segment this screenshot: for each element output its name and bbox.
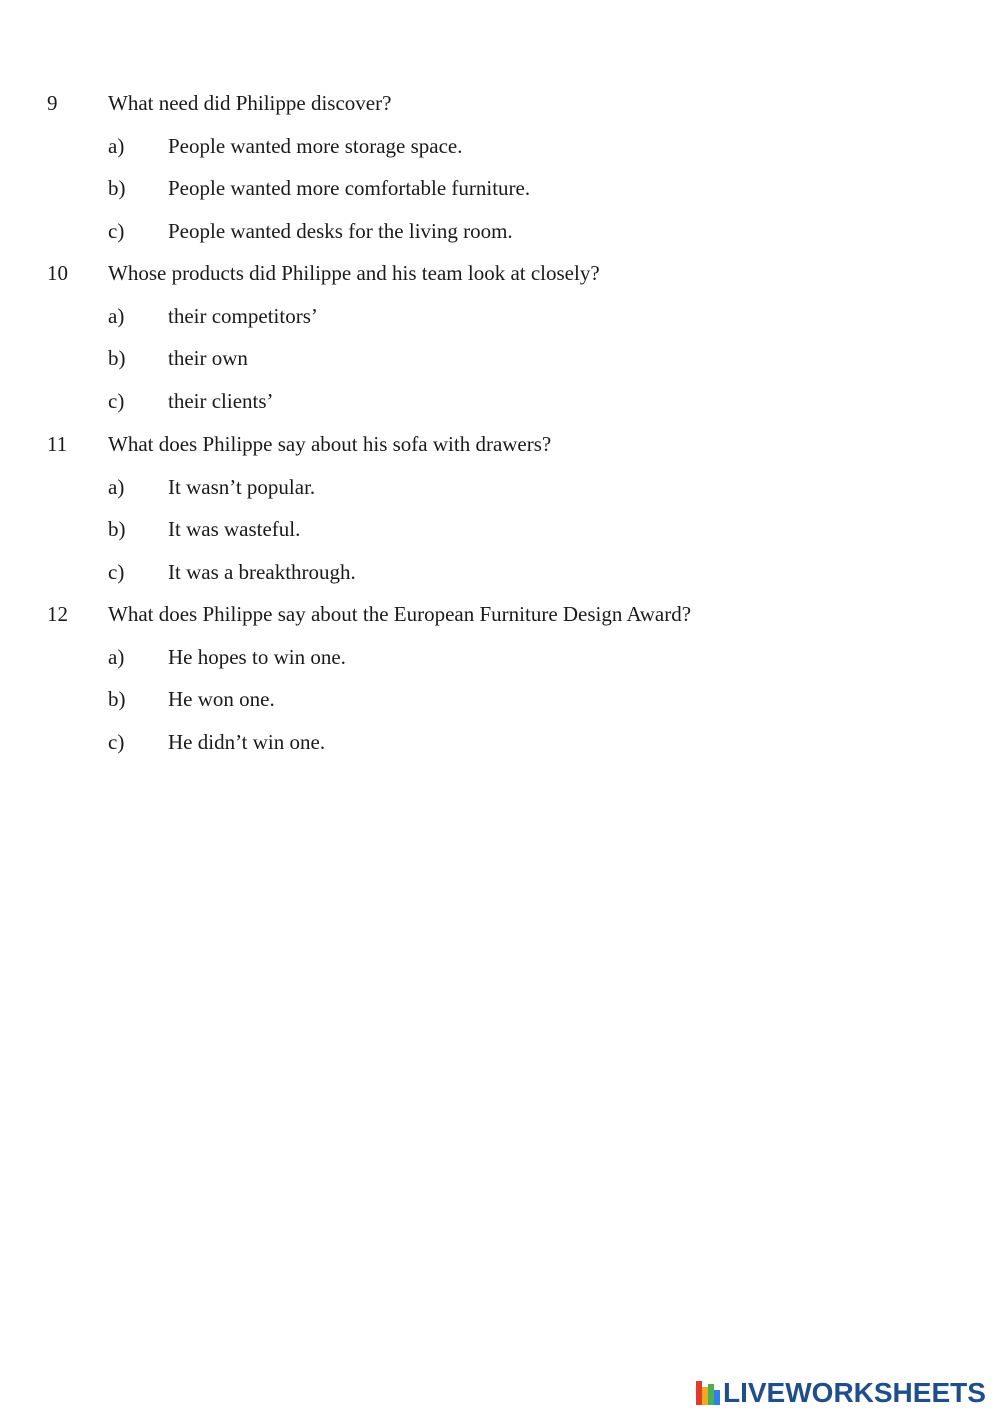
question-text: What does Philippe say about the European Furniture Design Award? (108, 602, 692, 626)
option-9c[interactable] (0, 211, 1000, 251)
option-text: their own (168, 346, 248, 370)
option-12a[interactable] (0, 637, 1000, 677)
logo-block-blue (714, 1390, 720, 1405)
question-11 (0, 424, 1000, 464)
question-number: 12 (47, 602, 68, 626)
option-label: c) (108, 389, 125, 413)
option-12b[interactable] (0, 679, 1000, 719)
option-11c[interactable] (0, 552, 1000, 592)
question-9 (0, 83, 1000, 123)
option-11b[interactable] (0, 509, 1000, 549)
option-11a[interactable] (0, 467, 1000, 507)
option-text: It wasn’t popular. (168, 475, 316, 499)
option-10a[interactable] (0, 296, 1000, 336)
option-text: He didn’t win one. (168, 730, 326, 754)
option-text: It was a breakthrough. (168, 560, 356, 584)
option-12c[interactable] (0, 722, 1000, 762)
option-label: a) (108, 134, 125, 158)
option-10b[interactable] (0, 338, 1000, 378)
option-text: It was wasteful. (168, 517, 301, 541)
option-text: People wanted more storage space. (168, 134, 463, 158)
option-label: c) (108, 560, 125, 584)
question-text: Whose products did Philippe and his team look at closely? (108, 261, 600, 285)
question-text: What does Philippe say about his sofa with drawers? (108, 432, 552, 456)
liveworksheets-logo-icon (696, 1381, 720, 1405)
question-number: 11 (47, 432, 68, 456)
option-9b[interactable] (0, 168, 1000, 208)
option-10c[interactable] (0, 381, 1000, 421)
option-label: c) (108, 730, 125, 754)
question-text: What need did Philippe discover? (108, 91, 392, 115)
option-text: their clients’ (168, 389, 274, 413)
question-12 (0, 594, 1000, 634)
option-label: b) (108, 687, 126, 711)
option-9a[interactable] (0, 126, 1000, 166)
question-10 (0, 253, 1000, 293)
option-label: a) (108, 475, 125, 499)
question-number: 9 (47, 91, 58, 115)
option-text: People wanted more comfortable furniture. (168, 176, 531, 200)
option-label: b) (108, 346, 126, 370)
brand-name: LIVEWORKSHEETS (723, 1377, 986, 1408)
option-label: b) (108, 176, 126, 200)
option-text: their competitors’ (168, 304, 318, 328)
option-text: He hopes to win one. (168, 645, 346, 669)
option-text: He won one. (168, 687, 275, 711)
option-label: a) (108, 645, 125, 669)
question-number: 10 (47, 261, 68, 285)
option-label: c) (108, 219, 125, 243)
option-label: a) (108, 304, 125, 328)
option-label: b) (108, 517, 126, 541)
liveworksheets-logo (696, 1377, 996, 1409)
option-text: People wanted desks for the living room. (168, 219, 513, 243)
